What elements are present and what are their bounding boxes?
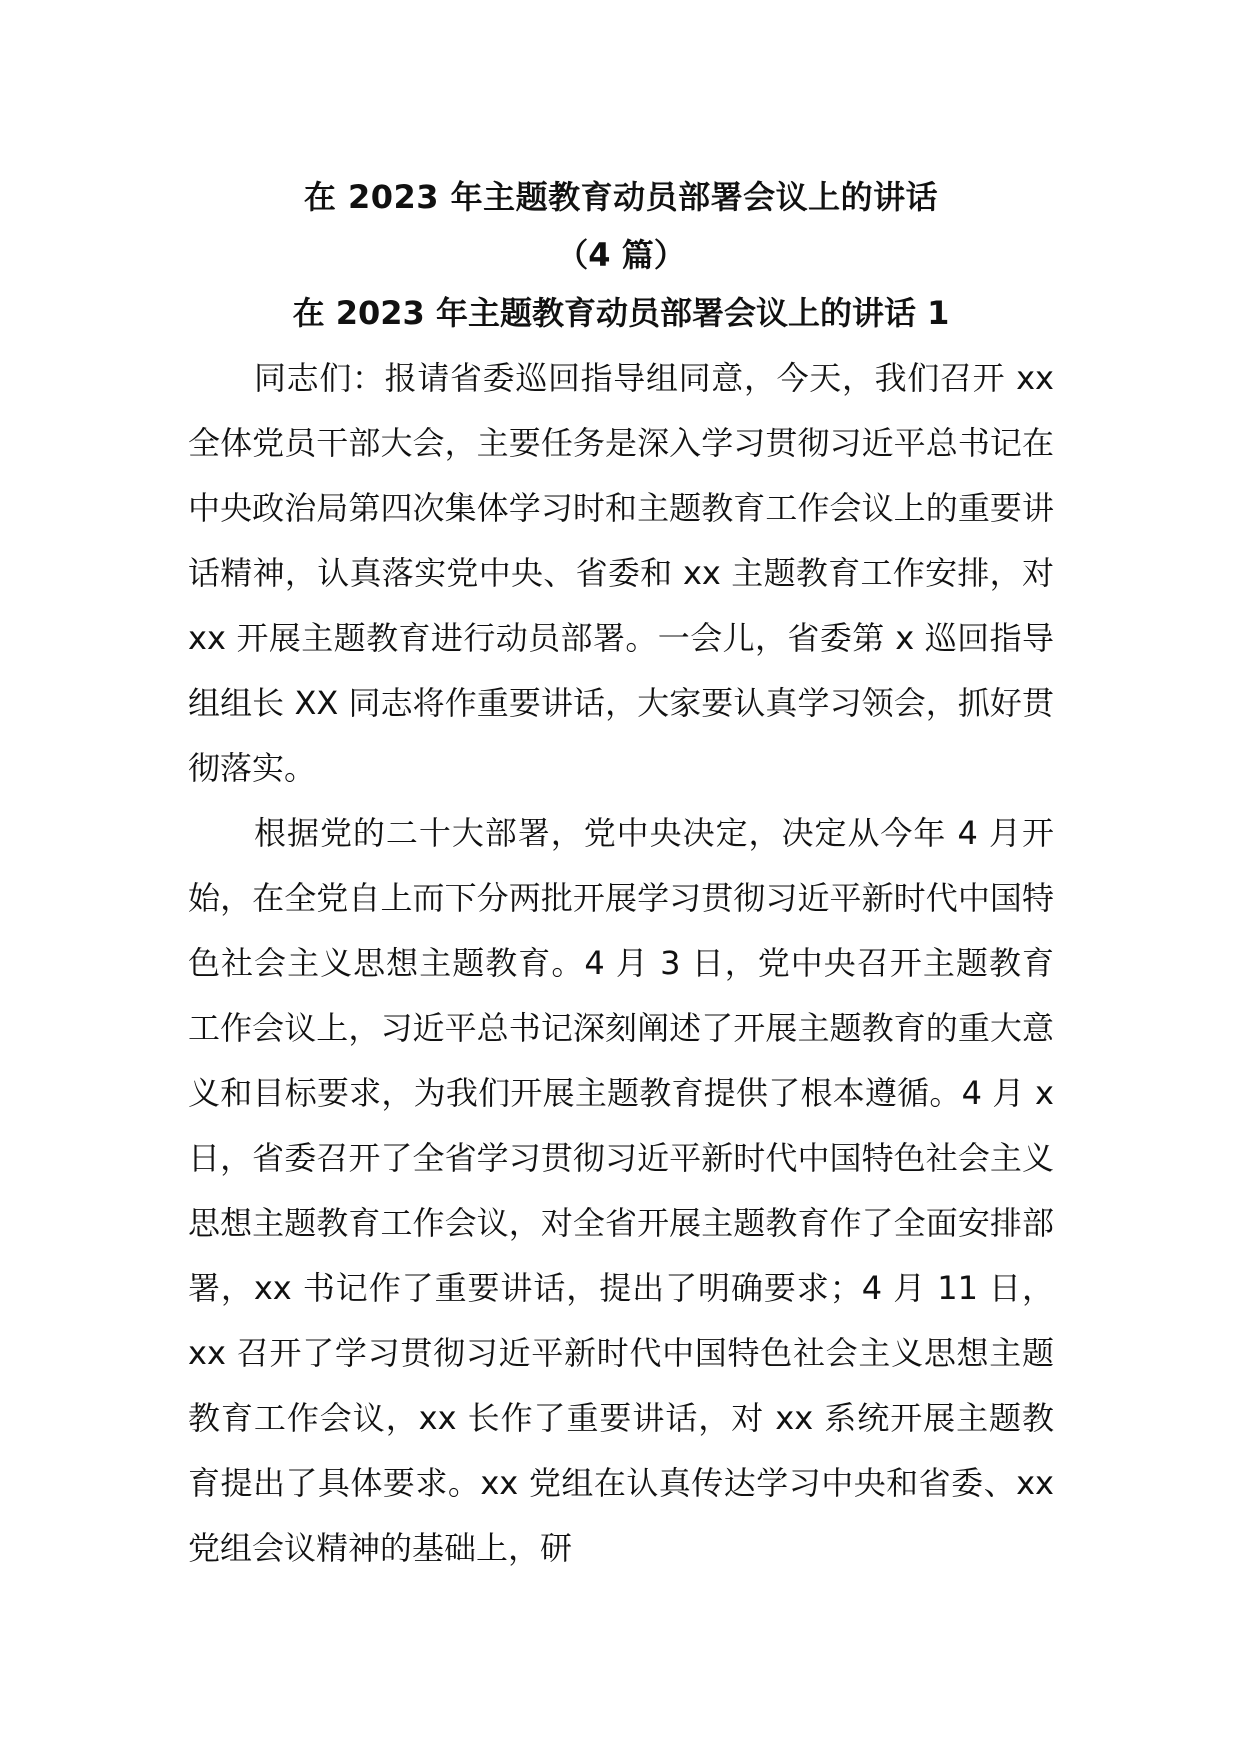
section-title: 在 2023 年主题教育动员部署会议上的讲话 1 bbox=[292, 294, 950, 332]
document-subtitle: （4 篇） bbox=[556, 236, 686, 274]
paragraph-2: 根据党的二十大部署，党中央决定，决定从今年 4 月开始，在全党自上而下分两批开展学习贯彻习近平新时代中国特色社会主义思想主题教育。4 月 3 日，党中央召开主题教育工作会议上，习近平总书记深刻阐述了开展主题教育的重大意义和目标要求，为我们开展主题教育提供了根本遵循。4 月 x 日，省委召开了全省学习贯彻习近平新时代中国特色社会主义思想主题教育工作会议，对全省开展主题教育作了全面安排部署，xx 书记作了重要讲话，提出了明确要求；4 月 11 日，xx 召开了学习贯彻习近平新时代中国特色社会主义思想主题教育工作会议，xx 长作了重要讲话，对 xx 系统开展主题教育提出了具体要求。xx 党组在认真传达学习中央和省委、xx 党组会议精神的基础上，研 bbox=[188, 814, 1054, 1567]
document-body bbox=[188, 168, 1054, 1581]
document-title: 在 2023 年主题教育动员部署会议上的讲话 bbox=[303, 178, 939, 216]
paragraph-1: 同志们：报请省委巡回指导组同意，今天，我们召开 xx 全体党员干部大会，主要任务是深入学习贯彻习近平总书记在中央政治局第四次集体学习时和主题教育工作会议上的重要讲话精神，认真落实党中央、省委和 xx 主题教育工作安排，对 xx 开展主题教育进行动员部署。一会儿，省委第 x 巡回指导组组长 XX 同志将作重要讲话，大家要认真学习领会，抓好贯彻落实。 bbox=[188, 359, 1054, 787]
